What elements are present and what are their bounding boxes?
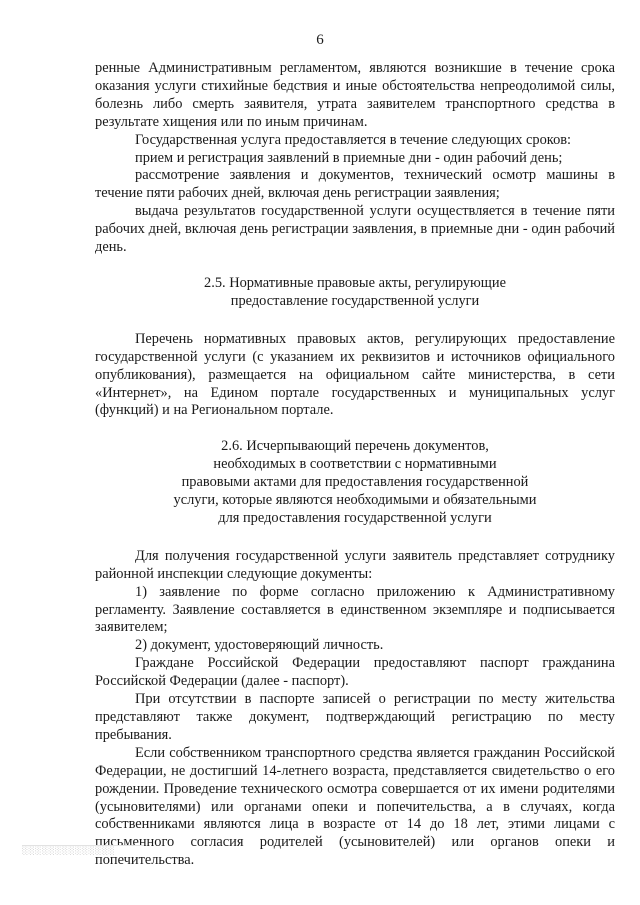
section-2-5-heading-line1: 2.5. Нормативные правовые акты, регулирующие (204, 274, 506, 291)
paragraph-term-review: рассмотрение заявления и документов, технический осмотр машины в течение пяти рабочих дней, включая день регистрации заявления; (95, 167, 615, 202)
section-2-6-paragraph: 1) заявление по форме согласно приложению к Административному регламенту. Заявление составляется в единственном экземпляре и подписывается заявителем; (95, 583, 615, 636)
paragraph-terms-intro: Государственная услуга предоставляется в течение следующих сроков: (135, 131, 572, 148)
paragraph-term-reception: прием и регистрация заявлений в приемные дни - один рабочий день; (135, 149, 563, 166)
section-2-6-paragraph: При отсутствии в паспорте записей о регистрации по месту жительства представляют также документ, подтверждающий регистрацию по месту пребывания. (95, 691, 615, 743)
section-2-6-heading-line4: услуги, которые являются необходимыми и обязательными (173, 492, 537, 509)
section-2-5-heading-line2: предоставление государственной услуги (230, 292, 480, 309)
section-2-6-heading-line3: правовыми актами для предоставления государственной (181, 474, 529, 491)
document-body (95, 60, 615, 870)
page-number: 6 (316, 32, 324, 48)
section-2-6-heading-line5: для предоставления государственной услуги (218, 509, 492, 526)
section-2-6-paragraph: Для получения государственной услуги заявитель представляет сотруднику районной инспекции следующие документы: (95, 547, 615, 582)
section-2-5-text: Перечень нормативных правовых актов, регулирующих предоставление государственной услуги (с указанием их реквизитов и источников официального опубликования), размещается на официальном сайте министерства, в сети «Интернет», на Едином портале государственных и муниципальных услуг (функций) и на Региональном портале. (95, 330, 615, 419)
section-2-6-heading-line2: необходимых в соответствии с нормативными (213, 456, 497, 473)
section-2-6-paragraph: Если собственником транспортного средства является гражданин Российской Федерации, не достигший 14-летнего возраста, представляется свидетельство о его рождении. Проведение технического осмотра совершается от их имени родителями (усыновителями) или органами опеки и попечительства, а в случаях, когда собственниками являются лица в возрасте от 14 до 18 лет, этими лицами с письменного согласия родителей (усыновителей) или органов опеки и попечительства. (95, 744, 615, 869)
paragraph-continued: ренные Административным регламентом, являются возникшие в течение срока оказания услуги стихийные бедствия и иные обстоятельства непреодолимой силы, болезнь либо смерть заявителя, утрата заявителем транспортного средства в результате хищения или по иным причинам. (95, 60, 615, 130)
paragraph-term-results: выдача результатов государственной услуги осуществляется в течение пяти рабочих дней, включая день регистрации заявления, в приемные дни - один рабочий день. (95, 203, 615, 256)
section-2-6-paragraph: Граждане Российской Федерации предоставляют паспорт гражданина Российской Федерации (далее - паспорт). (95, 655, 615, 690)
section-2-6-heading-line1: 2.6. Исчерпывающий перечень документов, (221, 438, 489, 455)
faded-stamp-mark: ░░░░░░░░░░░░░░ (22, 845, 144, 862)
section-2-6-paragraph: 2) документ, удостоверяющий личность. (135, 637, 384, 654)
